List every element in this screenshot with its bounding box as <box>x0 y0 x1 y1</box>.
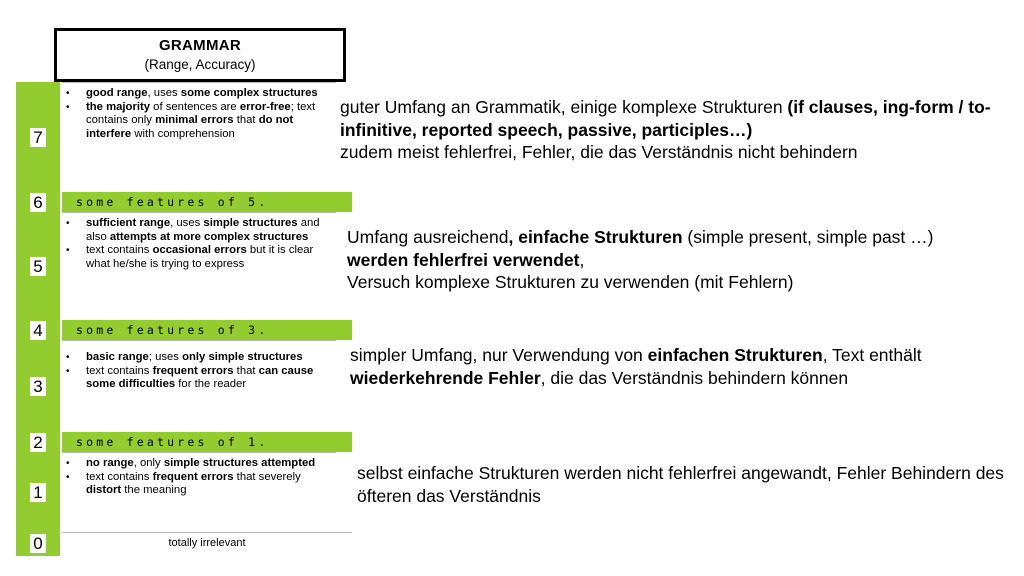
zero-text: totally irrelevant <box>168 537 246 549</box>
score-4: 4 <box>16 320 60 340</box>
note-7: guter Umfang an Grammatik, einige komplexe Strukturen (if clauses, ing-form / to-infinitive, reported speech, passive, participles…) zudem meist fehlerfrei, Fehler, die das Verständnis nicht behindern <box>340 97 991 162</box>
list-item: • the majority of sentences are error-free; text contains only minimal errors that do not interfere with comprehension <box>86 101 336 142</box>
note-1: selbst einfache Strukturen werden nicht fehlerfrei angewandt, Fehler Behindern des öfteren das Verständnis <box>357 463 1004 506</box>
list-item: • sufficient range, uses simple structures and also attempts at more complex structures <box>86 217 336 244</box>
descriptor-5 <box>62 212 336 320</box>
rubric-subtitle: (Range, Accuracy) <box>144 57 256 72</box>
grammar-rubric <box>16 0 338 556</box>
list-item: • good range, uses some complex structures <box>86 87 336 101</box>
list-item: • basic range; uses only simple structures <box>86 351 336 365</box>
rubric-header <box>54 28 346 82</box>
score-3: 3 <box>16 340 60 432</box>
list-item: • text contains occasional errors but it is clear what he/she is trying to express <box>86 244 336 271</box>
score-1: 1 <box>16 452 60 532</box>
score-2: 2 <box>16 432 60 452</box>
list-item: • text contains frequent errors that severely distort the meaning <box>86 471 336 498</box>
score-6: 6 <box>16 192 60 212</box>
score-7: 7 <box>16 82 60 192</box>
band-4: some features of 3. <box>62 320 352 340</box>
note-3: simpler Umfang, nur Verwendung von einfachen Strukturen, Text enthält wiederkehrende Fehler, die das Verständnis behindern können <box>350 345 922 388</box>
rubric-title: GRAMMAR <box>158 37 242 54</box>
descriptor-0 <box>62 532 352 553</box>
score-0: 0 <box>16 532 60 554</box>
descriptor-1 <box>62 452 336 532</box>
list-item: • text contains frequent errors that can cause some difficulties for the reader <box>86 365 336 392</box>
band-2: some features of 1. <box>62 432 352 452</box>
list-item: • no range, only simple structures attempted <box>86 457 336 471</box>
descriptor-7 <box>62 82 336 192</box>
score-5: 5 <box>16 212 60 320</box>
note-5: Umfang ausreichend, einfache Strukturen (simple present, simple past …) werden fehlerfrei verwendet, Versuch komplexe Strukturen zu verwenden (mit Fehlern) <box>347 227 934 292</box>
descriptor-3 <box>62 340 336 432</box>
band-6: some features of 5. <box>62 192 352 212</box>
